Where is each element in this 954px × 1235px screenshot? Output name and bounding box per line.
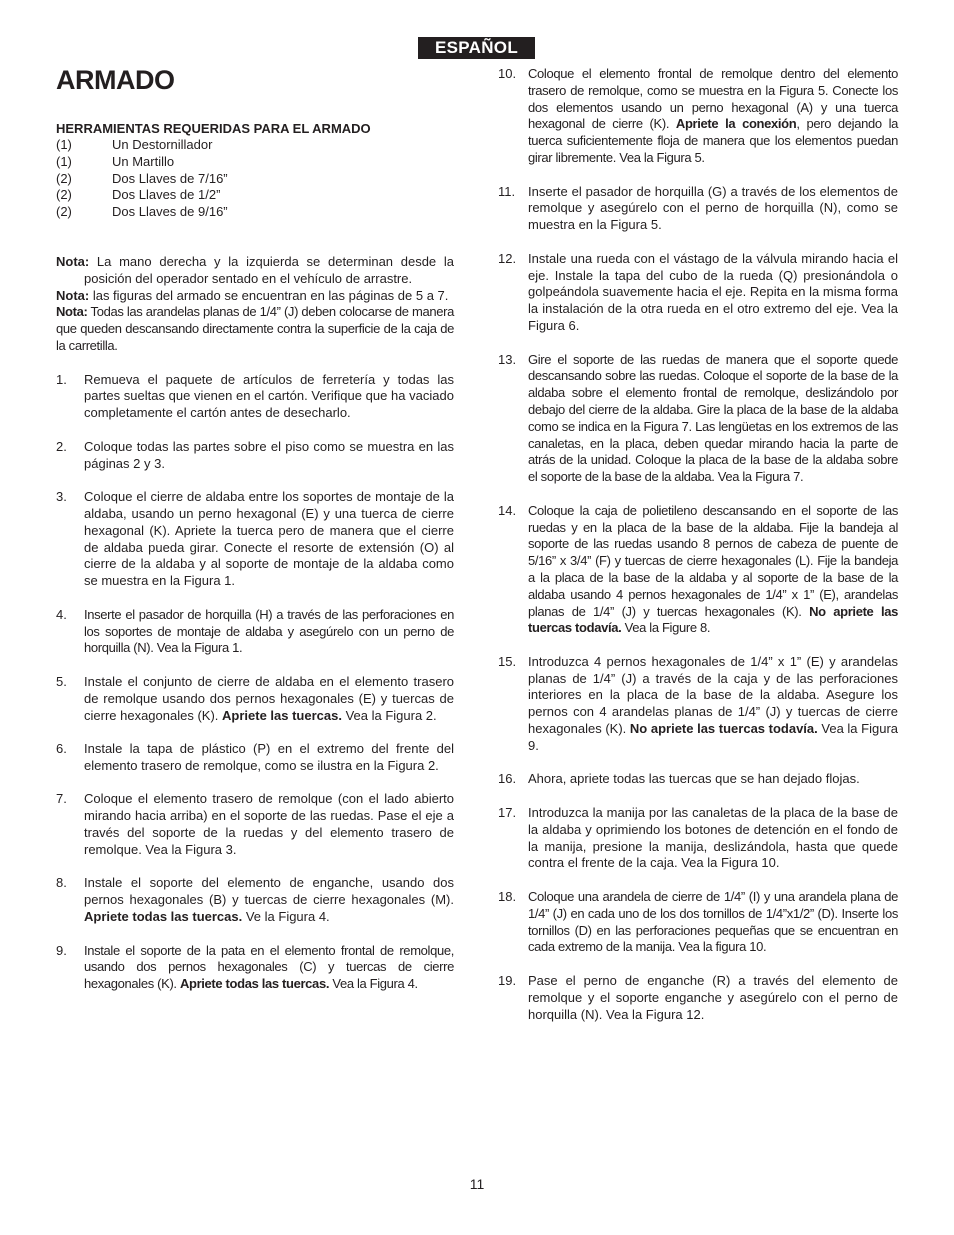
step-text: Introduzca la manija por las canaletas de la placa de la base de la aldaba y oprimiendo los botones de detención en el fondo de la manija, presione la manija, deslizándola, hasta que quede contra el frente de la caja. Vea la Figura 10. (528, 805, 898, 871)
step-number: 13. (498, 351, 517, 367)
right-column (498, 66, 898, 1040)
assembly-step (56, 439, 454, 473)
assembly-step (56, 489, 454, 590)
tool-name: Un Destornillador (112, 137, 213, 152)
step-number: 2. (56, 438, 67, 454)
step-text: Pase el perno de enganche (R) a través del elemento de remolque y el soporte enganche y asegúrelo con el perno de horquilla (N). Vea la Figura 12. (528, 973, 898, 1022)
step-number: 7. (56, 791, 67, 807)
tools-heading: HERRAMIENTAS REQUERIDAS PARA EL ARMADO (56, 121, 371, 136)
step-number: 3. (56, 489, 67, 505)
assembly-step (498, 889, 898, 956)
note-label: Nota: (56, 287, 90, 303)
page-number: 11 (469, 1176, 485, 1192)
tool-item (56, 204, 454, 221)
step-number: 14. (498, 502, 517, 518)
assembly-step (498, 251, 898, 335)
step-number: 12. (498, 250, 517, 266)
step-text: Ahora, apriete todas las tuercas que se han dejado flojas. (528, 771, 860, 787)
tool-name: Un Martillo (112, 153, 175, 169)
step-text: Coloque el cierre de aldaba entre los soportes de montaje de la aldaba, usando un perno hexagonal (E) y una tuerca de cierre hexagonal (K). Apriete la tuerca pero de manera que el cierre de aldaba pueda girar. Conecte el resorte de extensión (O) al cierre de la aldaba y al soporte de montaje de la aldaba como se muestra en la Figura 1. (84, 489, 454, 589)
tool-item (56, 137, 454, 154)
tool-item (56, 154, 454, 171)
step-text: Instale el conjunto de cierre de aldaba en el elemento trasero de remolque usando dos pernos hexagonales (E) y tuercas de cierre hexagonales (K). Apriete las tuercas. Vea la Figura 2. (84, 673, 454, 723)
step-number: 11. (498, 183, 516, 199)
step-number: 9. (56, 942, 67, 958)
tool-name: Dos Llaves de 7/16” (112, 170, 228, 186)
step-text: Coloque todas las partes sobre el piso como se muestra en las páginas 2 y 3. (84, 438, 454, 471)
note-text: La mano derecha y la izquierda se determinan desde la posición del operador sentado en el vehículo de arrastre. (84, 253, 454, 286)
step-number: 19. (498, 973, 517, 989)
step-text: Remueva el paquete de artículos de ferretería y todas las partes sueltas que vienen en el cartón. Verifique que ha vaciado completamente el cartón antes de desecharlo. (84, 371, 454, 421)
step-number: 5. (56, 673, 67, 689)
tool-qty: (2) (56, 204, 72, 220)
language-tab: ESPAÑOL (418, 37, 535, 59)
left-column (56, 120, 454, 1010)
note-label: Nota: (56, 304, 88, 320)
note (56, 304, 454, 354)
step-text: Instale la tapa de plástico (P) en el extremo del frente del elemento trasero de remolque, como se ilustra en la Figura 2. (84, 741, 454, 773)
tool-item (56, 187, 454, 204)
step-text: Instale una rueda con el vástago de la válvula mirando hacia el eje. Instale la tapa del cubo de la rueda (Q) presionándola o golpeándola suavemente hacia el eje. Repita en la misma forma la instalación de la otra rueda en el otro extremo del eje. Vea la Figura 6. (528, 250, 898, 333)
step-text: Inserte el pasador de horquilla (H) a través de las perforaciones en los soportes de montaje de aldaba y asegúrelo con un perno de horquilla (N). Vea la Figura 1. (84, 606, 454, 656)
assembly-step (498, 184, 898, 234)
step-number: 18. (498, 889, 517, 905)
assembly-step (498, 654, 898, 755)
step-text: Coloque una arandela de cierre de 1/4” (I) y una arandela plana de 1/4” (J) en cada uno de los dos tornillos de 1/4”x1/2” (D). Inserte los tornillos (D) en las perforaciones pequeñas que se encuentran en cada extremo de la manija. Vea la figura 10. (528, 889, 898, 955)
tools-list (56, 137, 454, 221)
note (56, 288, 454, 305)
step-text: Coloque la caja de polietileno descansando en el soporte de las ruedas y en la placa de la base de la aldaba. Fije la bandeja al soporte de las ruedas usando 8 pernos de cabeza de puente de 5/16” x 3/4” (F) y tuercas de cierre hexagonales (L). Fije la bandeja a la placa de la base de la aldaba y al soporte de la base de la aldaba usando 4 pernos hexagonales de 1/4” x 1” (E), arandelas planas de 1/4” (J) y tuercas hexagonales (K). No apriete las tuercas todavía. Vea la Figure 8. (528, 502, 898, 636)
assembly-step (56, 372, 454, 422)
step-number: 6. (56, 741, 67, 757)
note-text: las figuras del armado se encuentran en las páginas de 5 a 7. (89, 287, 449, 303)
assembly-step (498, 66, 898, 167)
step-text: Introduzca 4 pernos hexagonales de 1/4” x 1” (E) y arandelas planas de 1/4” (J) a través de la caja y de las perforaciones interiores en la placa de la base de la aldaba. Asegure los pernos con 4 arandelas planas de 1/4” (J) y tuercas de cierre hexagonales (K). No apriete las tuercas todavía. Vea la Figura 9. (528, 653, 899, 753)
assembly-step (498, 503, 898, 637)
tool-qty: (2) (56, 170, 72, 186)
assembly-step (498, 771, 898, 788)
step-number: 17. (498, 805, 517, 821)
tool-name: Dos Llaves de 1/2” (112, 187, 221, 203)
assembly-step (56, 875, 454, 925)
assembly-step (56, 943, 454, 993)
step-text: Coloque el elemento frontal de remolque dentro del elemento trasero de remolque, como se muestra en la Figura 5. Conecte los dos elementos usando un perno hexagonal (A) y una tuerca hexagonal de cierre (K). Apriete la conexión, pero dejando la tuerca suficientemente floja de manera que los elementos puedan girar libremente. Vea la Figura 5. (528, 66, 898, 165)
step-text: Coloque el elemento trasero de remolque (con el lado abierto mirando hacia arriba) en el soporte de las ruedas. Pase el eje a través del soporte de la ruedas y del elemento trasero de remolque. Vea la Figura 3. (84, 791, 454, 857)
assembly-step (56, 607, 454, 657)
page-title: ARMADO (56, 65, 175, 95)
step-number: 10. (498, 66, 517, 81)
note-text: Todas las arandelas planas de 1/4” (J) deben colocarse de manera que queden descansando directamente contra la superficie de la caja de la carretilla. (56, 304, 454, 353)
step-number: 15. (498, 653, 517, 669)
step-text: Gire el soporte de las ruedas de manera que el soporte quede descansando sobre las ruedas. Coloque el soporte de la base de la aldaba sobre el elemento frontal de remolque, deslizándolo por debajo del cierre de la aldaba. Gire la placa de la base de la aldaba como se indica en la Figura 7. Las lengüetas en los extremos de las canaletas, en la placa, deben quedar mirando hacia la parte de atrás de la unidad. Coloque la placa de la base de la aldaba sobre el soporte de la base de la aldaba. Vea la Figura 7. (528, 351, 898, 485)
assembly-step (56, 791, 454, 858)
step-number: 1. (56, 371, 67, 387)
assembly-step (498, 352, 898, 486)
tool-name: Dos Llaves de 9/16” (112, 204, 228, 220)
assembly-step (498, 973, 898, 1023)
tool-qty: (1) (56, 153, 72, 169)
assembly-step (498, 805, 898, 872)
note (56, 254, 454, 288)
step-number: 16. (498, 771, 517, 787)
note-label: Nota: (56, 253, 90, 269)
step-number: 8. (56, 875, 67, 891)
tool-qty: (2) (56, 187, 72, 203)
step-number: 4. (56, 606, 67, 622)
assembly-step (56, 674, 454, 724)
tool-item (56, 171, 454, 188)
assembly-step (56, 741, 454, 775)
step-text: Inserte el pasador de horquilla (G) a través de los elementos de remolque y asegúrelo con el perno de horquilla (N), como se muestra en la Figura 5. (528, 183, 898, 233)
tool-qty: (1) (56, 137, 72, 152)
step-text: Instale el soporte del elemento de enganche, usando dos pernos hexagonales (B) y tuercas de cierre hexagonales (M). Apriete todas las tuercas. Ve la Figura 4. (84, 875, 454, 925)
step-text: Instale el soporte de la pata en el elemento frontal de remolque, usando dos pernos hexagonales (C) y tuercas de cierre hexagonales (K). Apriete todas las tuercas. Vea la Figura 4. (84, 942, 454, 992)
